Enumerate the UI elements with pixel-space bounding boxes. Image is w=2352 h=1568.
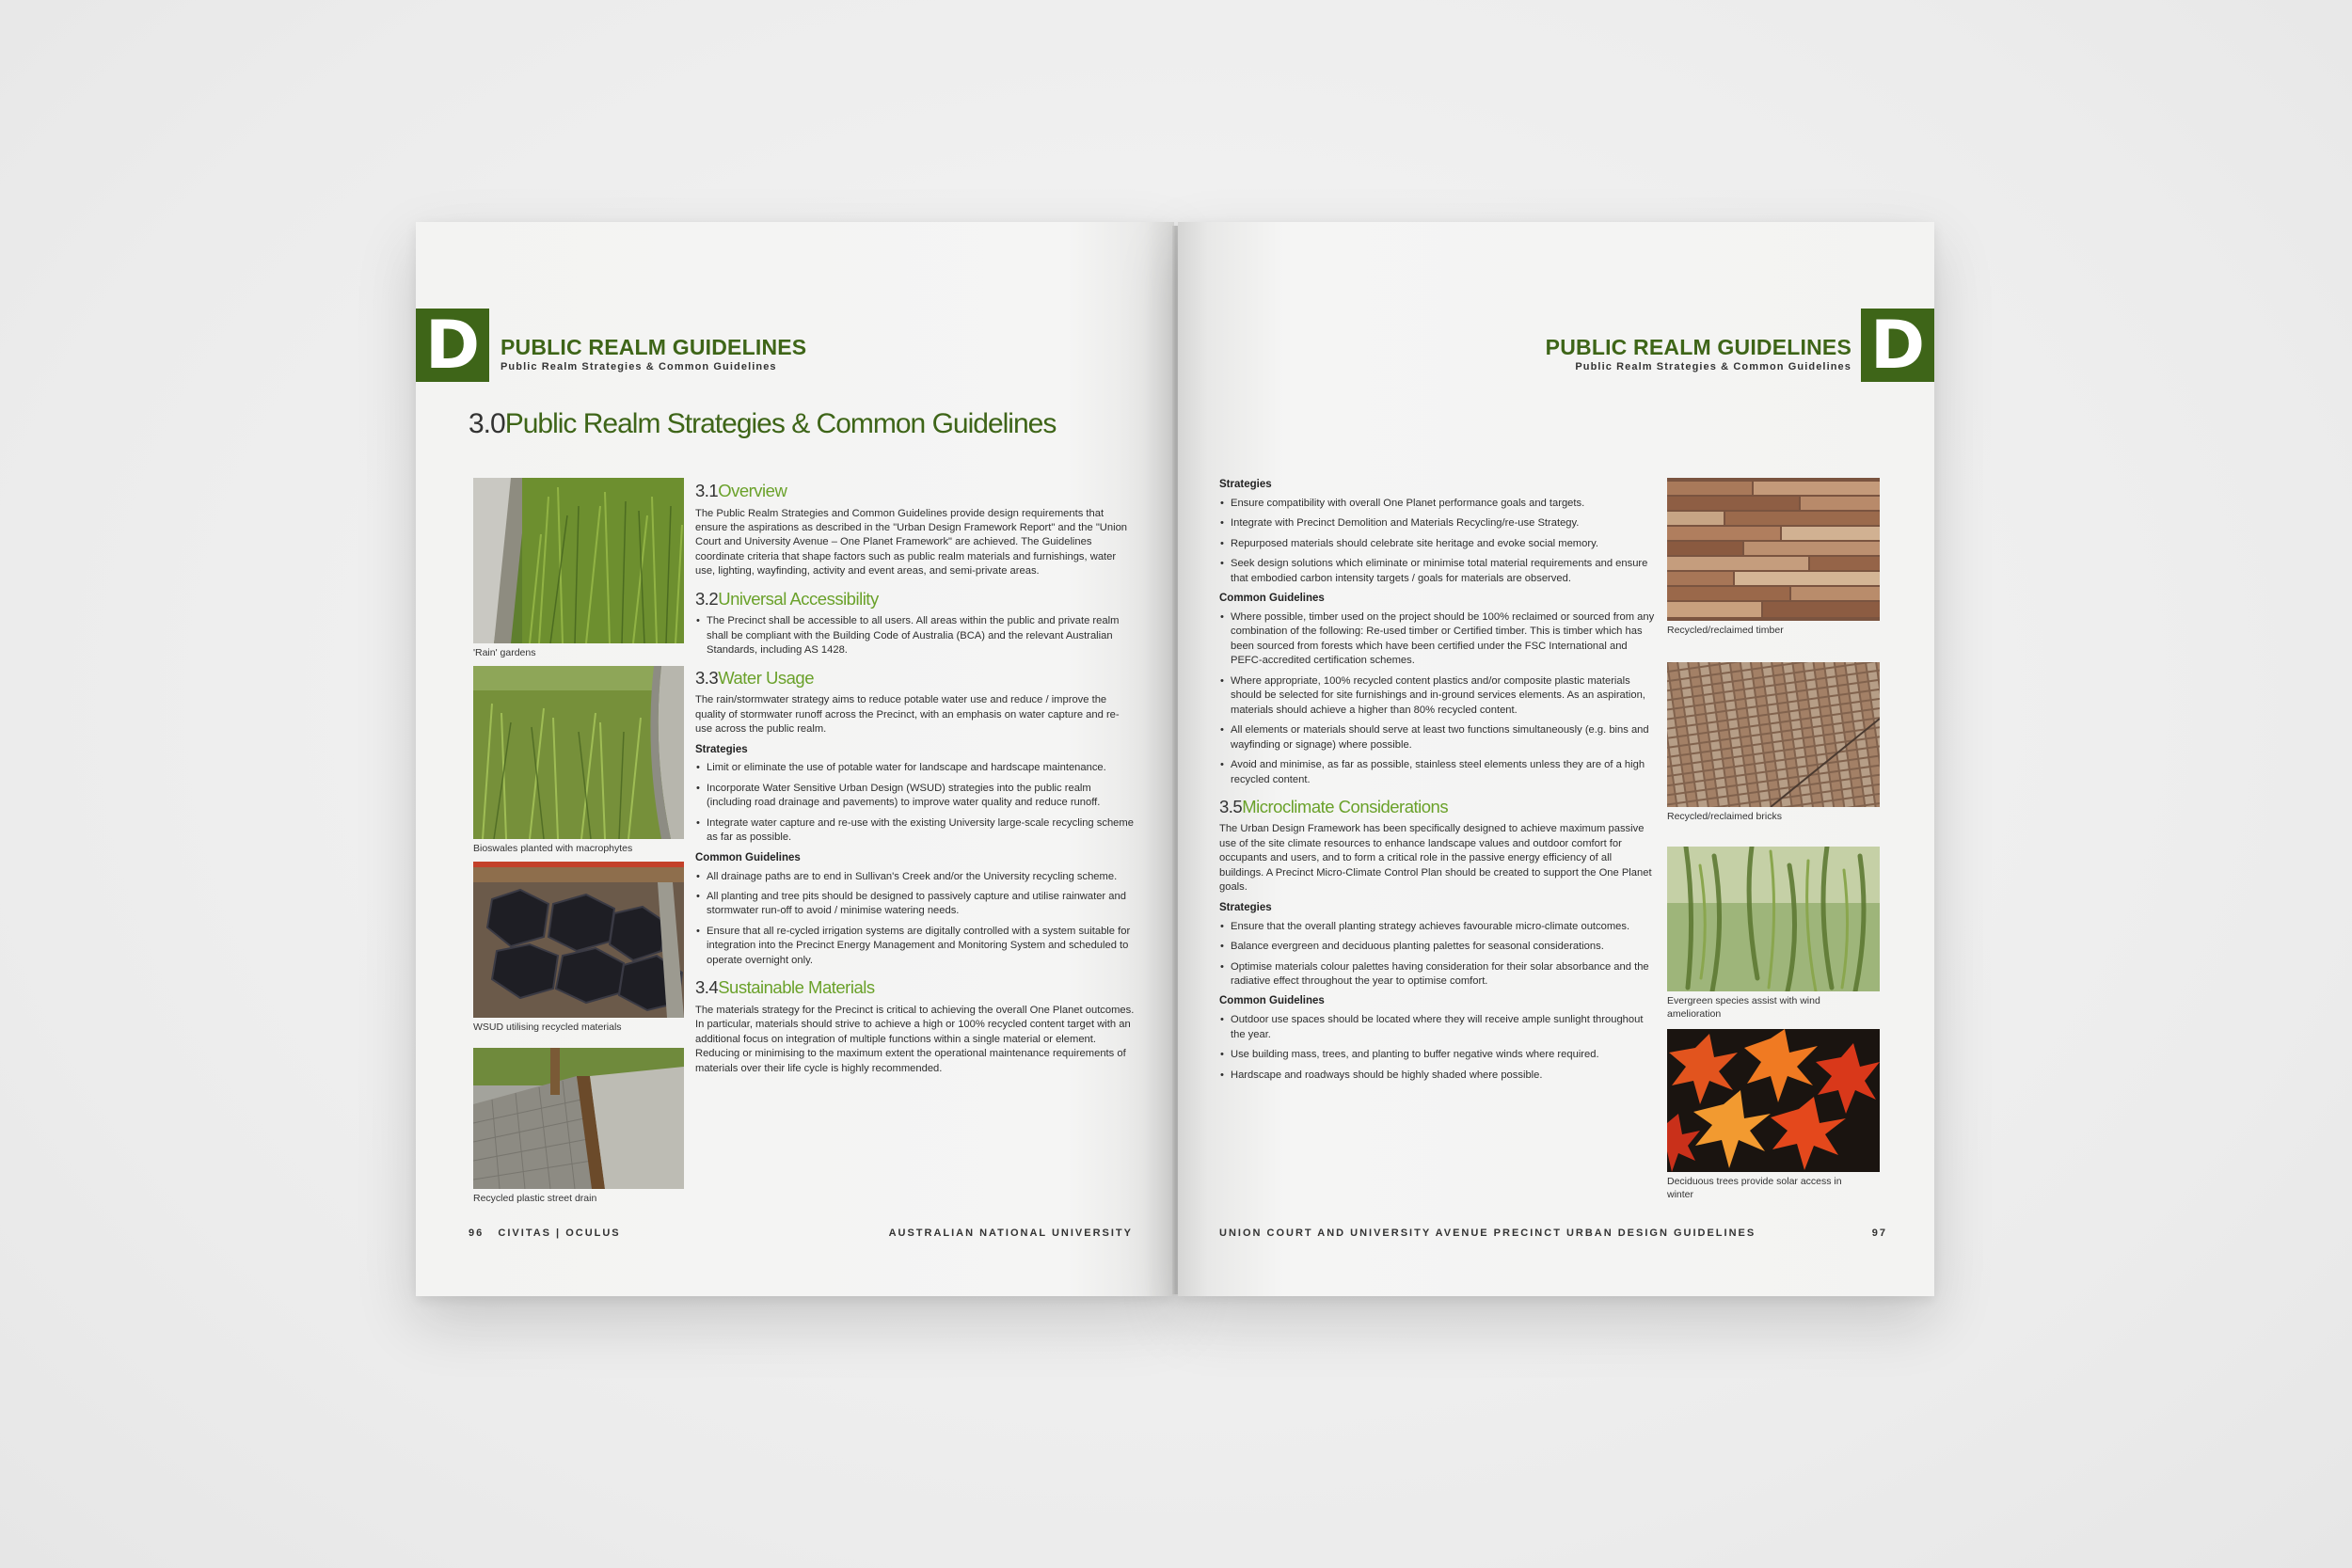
common-guidelines-label: Common Guidelines (1219, 593, 1325, 605)
section-heading-3-2: 3.2Universal Accessibility (695, 588, 879, 609)
list-item: • Seek design solutions which eliminate or minimise total material requirements and ensure that embodied carbon intensity targets / goals for materials are observed. (1231, 557, 1658, 586)
list-item: • All drainage paths are to end in Sullivan's Creek and/or the University recycling scheme. (707, 870, 1136, 884)
list-item: • Repurposed materials should celebrate site heritage and evoke social memory. (1231, 537, 1658, 551)
list-item: • Balance evergreen and deciduous planting palettes for seasonal considerations. (1231, 940, 1658, 954)
water-guidelines-list (695, 870, 1136, 969)
water-usage-body: The rain/stormwater strategy aims to reduce potable water use and reduce / improve the quality of stormwater runoff across the Precinct, with an emphasis on water capture and re-use across the public realm. (695, 694, 1120, 736)
list-item: • Avoid and minimise, as far as possible, stainless steel elements unless they are of a high recycled content. (1231, 758, 1658, 787)
wsud-photo (473, 862, 684, 1018)
materials-body: The materials strategy for the Precinct is critical to achieving the overall One Planet outcomes. In particular, materials should strive to achieve a high or 100% recycled content target with an additional focus on integration of multiple functions within a single material or element. Reducing or minimising to the maximum extent the operational maintenance requirements of materials over their life cycle is highly recommended. (695, 1004, 1135, 1074)
list-item: • Ensure compatibility with overall One Planet performance goals and targets. (1231, 497, 1658, 511)
list-item: • Integrate with Precinct Demolition and Materials Recycling/re-use Strategy. (1231, 516, 1658, 531)
section-heading-3-5: 3.5Microclimate Considerations (1219, 796, 1449, 816)
list-item: • Where appropriate, 100% recycled content plastics and/or composite plastic materials should be selected for site furnishings and in-ground services elements. As an aspiration, materials should achieve a higher than 80% recycled content. (1231, 674, 1658, 718)
page-number: 96 (469, 1227, 485, 1239)
footer-left: UNION COURT AND UNIVERSITY AVENUE PRECINCT URBAN DESIGN GUIDELINES (1219, 1227, 1756, 1239)
photo-caption: Recycled plastic street drain (473, 1193, 597, 1204)
section-letter: D (1869, 307, 1926, 384)
footer-left (469, 1227, 621, 1239)
section-heading-3-4: 3.4Sustainable Materials (695, 977, 875, 998)
list-item: • Ensure that all re-cycled irrigation systems are digitally controlled with a system suitable for integration into the Precinct Energy Management and Monitoring System and scheduled to operate overnight only. (707, 925, 1136, 968)
list-item: • All planting and tree pits should be designed to passively capture and utilise rainwater and stormwater run-off to avoid / minimise watering needs. (707, 890, 1136, 919)
left-text-column (695, 471, 1136, 1082)
materials-guidelines-list (1219, 610, 1658, 787)
header-subtitle: Public Realm Strategies & Common Guidelines (1575, 361, 1851, 372)
bioswale-photo (473, 666, 684, 839)
photo-caption: Evergreen species assist with wind amelioration (1667, 995, 1820, 1020)
photo-caption: 'Rain' gardens (473, 647, 536, 658)
section-letter: D (424, 307, 481, 384)
materials-strategies-list (1219, 497, 1658, 586)
photo-caption: Bioswales planted with macrophytes (473, 843, 633, 854)
microclimate-body: The Urban Design Framework has been specifically designed to achieve maximum passive use of the site climate resources to enhance landscape values and outdoor comfort for occupants and users, and to form a critical role in the passive energy efficiency of all buildings. A Precinct Micro-Climate Control Plan should be created to support the One Planet goals. (1219, 823, 1652, 894)
page-title-text: Public Realm Strategies & Common Guidelines (504, 408, 1057, 439)
list-item: • Ensure that the overall planting strategy achieves favourable micro-climate outcomes. (1231, 920, 1658, 934)
list-item: • Optimise materials colour palettes having consideration for their solar absorbance and the radiative effect throughout the year to optimise comfort. (1231, 960, 1658, 990)
footer-right: AUSTRALIAN NATIONAL UNIVERSITY (888, 1227, 1133, 1239)
header-title: PUBLIC REALM GUIDELINES (501, 335, 807, 359)
accessibility-list (695, 614, 1136, 657)
common-guidelines-label: Common Guidelines (1219, 995, 1325, 1007)
photo-caption: Deciduous trees provide solar access in winter (1667, 1176, 1842, 1200)
footer-brand: CIVITAS | OCULUS (498, 1227, 621, 1239)
list-item: • All elements or materials should serve at least two functions simultaneously (e.g. bins and wayfinding or signage) where possible. (1231, 723, 1658, 752)
page-title-number: 3.0 (469, 408, 505, 439)
list-item: • Limit or eliminate the use of potable water for landscape and hardscape maintenance. (707, 761, 1136, 775)
water-strategies-list (695, 761, 1136, 845)
list-item: • Hardscape and roadways should be highly shaded where possible. (1231, 1069, 1658, 1083)
strategies-label: Strategies (1219, 901, 1272, 913)
section-letter-box (416, 309, 489, 382)
street-drain-photo (473, 1048, 684, 1189)
bricks-photo (1667, 662, 1880, 807)
photo-caption: WSUD utilising recycled materials (473, 1022, 622, 1033)
section-heading-3-1: 3.1Overview (695, 481, 787, 500)
list-item: • Outdoor use spaces should be located where they will receive ample sunlight throughout the year. (1231, 1013, 1658, 1042)
right-page (1178, 222, 1934, 1296)
strategies-label: Strategies (1219, 479, 1272, 490)
section-heading-3-3: 3.3Water Usage (695, 667, 814, 688)
photo-caption: Recycled/reclaimed bricks (1667, 811, 1782, 822)
microclimate-guidelines-list (1219, 1013, 1658, 1083)
deciduous-photo (1667, 1029, 1880, 1172)
page-title (469, 408, 1056, 440)
list-item: • Incorporate Water Sensitive Urban Design (WSUD) strategies into the public realm (including road drainage and pavements) to improve water quality and reduce runoff. (707, 782, 1136, 811)
list-item: • Where possible, timber used on the project should be 100% reclaimed or sourced from any combination of the following: Re-used timber or Certified timber. This is timber which has been sourced from forests which have been certified under the FSC International and PEFC-accredited certification schemes. (1231, 610, 1658, 669)
page-number: 97 (1871, 1227, 1887, 1239)
header-subtitle: Public Realm Strategies & Common Guidelines (501, 361, 777, 372)
evergreen-photo (1667, 847, 1880, 991)
left-page (416, 222, 1174, 1296)
overview-body: The Public Realm Strategies and Common Guidelines provide design requirements that ensure the aspirations as described in the "Urban Design Framework Report" and the "Union Court and University Avenue – One Planet Framework" are achieved. The Guidelines coordinate criteria that shape factors such as public realm materials and furnishings, water use, lighting, wayfinding, activity and event areas, and semi-private areas. (695, 507, 1128, 578)
section-letter-box (1861, 309, 1934, 382)
common-guidelines-label: Common Guidelines (695, 851, 801, 863)
right-text-column (1219, 472, 1658, 1088)
list-item: • Integrate water capture and re-use with the existing University large-scale recycling scheme as far as possible. (707, 816, 1136, 846)
photo-caption: Recycled/reclaimed timber (1667, 625, 1784, 636)
list-item: • The Precinct shall be accessible to all users. All areas within the public and private realm shall be compliant with the Building Code of Australia (BCA) and the relevant Australian Standards, including AS 1428. (707, 614, 1136, 657)
header-title: PUBLIC REALM GUIDELINES (1545, 335, 1851, 359)
strategies-label: Strategies (695, 743, 748, 755)
list-item: • Use building mass, trees, and planting to buffer negative winds where required. (1231, 1048, 1658, 1062)
timber-photo (1667, 478, 1880, 621)
rain-garden-photo (473, 478, 684, 643)
microclimate-strategies-list (1219, 920, 1658, 990)
